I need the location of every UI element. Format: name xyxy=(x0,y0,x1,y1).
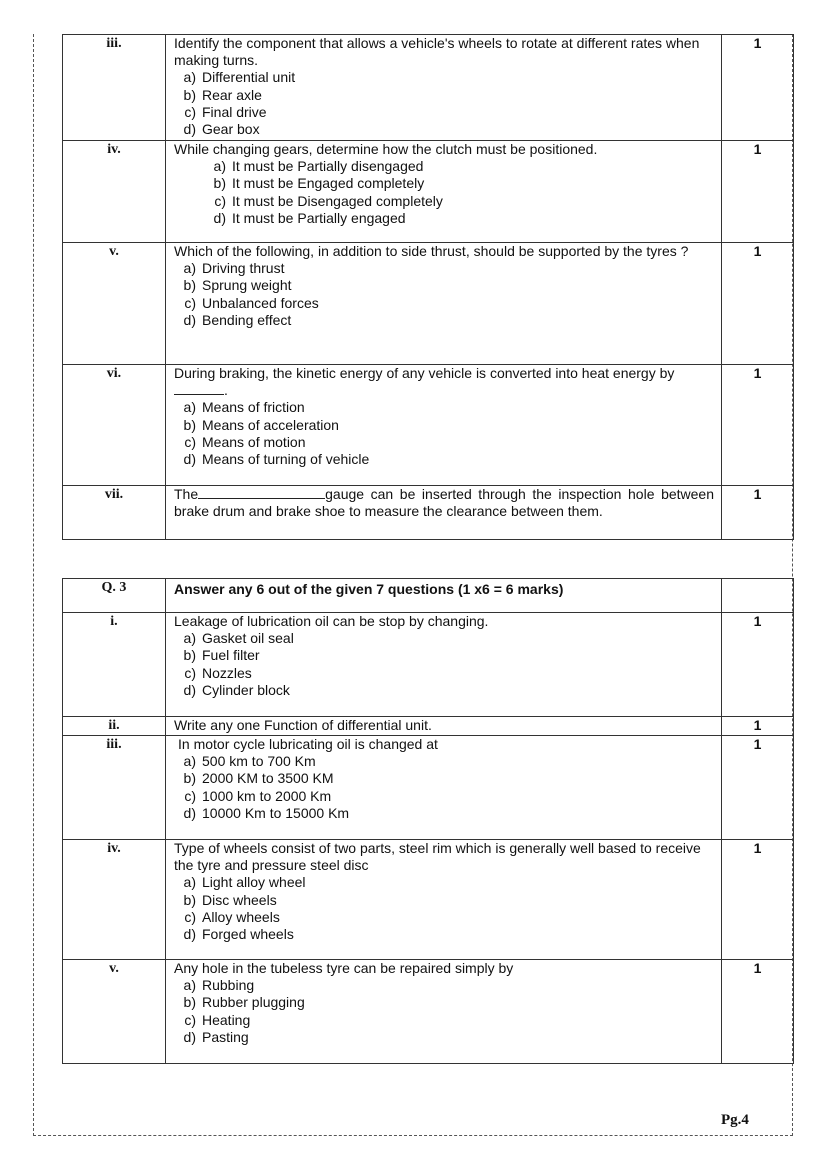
question-cell xyxy=(166,613,722,717)
option: b) Sprung weight xyxy=(183,277,292,294)
option: b) Means of acceleration xyxy=(183,416,339,433)
question-cell xyxy=(166,141,722,243)
option: b) Rubber plugging xyxy=(183,994,305,1011)
question-cell xyxy=(166,736,722,840)
question-number: vi. xyxy=(63,365,166,486)
question-cell: The gauge can be inserted through the inspection hole between brake drum and brake shoe to measure the clearance between them. xyxy=(166,486,722,540)
option: a) Rubbing xyxy=(183,977,255,994)
option: a) 500 km to 700 Km xyxy=(183,753,316,770)
table-row xyxy=(63,840,794,960)
marks-cell: 1 xyxy=(722,736,794,840)
option: d) Cylinder block xyxy=(183,681,290,698)
answer-blank xyxy=(174,382,224,395)
option: a) It must be Partially disengaged xyxy=(213,158,424,175)
question-cell xyxy=(166,365,722,486)
marks-cell: 1 xyxy=(722,960,794,1064)
option: b) 2000 KM to 3500 KM xyxy=(183,770,334,787)
table-row xyxy=(63,243,794,365)
marks-cell: 1 xyxy=(722,141,794,243)
questions-table-q3 xyxy=(62,578,794,1064)
options-list xyxy=(174,260,714,329)
table-row xyxy=(63,141,794,243)
question-number: Q. 3 xyxy=(63,579,166,613)
option: a) Gasket oil seal xyxy=(183,630,294,647)
question-text: While changing gears, determine how the clutch must be positioned. xyxy=(174,141,598,157)
marks-cell: 1 xyxy=(722,717,794,736)
table-row xyxy=(63,960,794,1064)
question-number: i. xyxy=(63,613,166,717)
question-cell xyxy=(166,960,722,1064)
option: d) Gear box xyxy=(183,121,260,138)
table-row xyxy=(63,486,794,540)
options-list xyxy=(174,753,714,822)
option: c) 1000 km to 2000 Km xyxy=(184,787,332,804)
option: c) It must be Disengaged completely xyxy=(214,192,443,209)
question-text: Any hole in the tubeless tyre can be repaired simply by xyxy=(174,960,514,976)
answer-blank xyxy=(198,486,325,499)
marks-cell: 1 xyxy=(722,243,794,365)
question-number: v. xyxy=(63,960,166,1064)
options-list xyxy=(174,630,714,699)
table-row xyxy=(63,35,794,141)
question-number: v. xyxy=(63,243,166,365)
question-text: Leakage of lubrication oil can be stop by changing. xyxy=(174,613,489,629)
question-text: Which of the following, in addition to side thrust, should be supported by the tyres ? xyxy=(174,243,689,259)
option: d) Forged wheels xyxy=(183,926,294,943)
table-row xyxy=(63,736,794,840)
question-number: ii. xyxy=(63,717,166,736)
option: c) Nozzles xyxy=(184,664,252,681)
option: a) Driving thrust xyxy=(183,260,285,277)
options-list xyxy=(174,158,714,227)
option: b) It must be Engaged completely xyxy=(213,175,425,192)
marks-cell: 1 xyxy=(722,840,794,960)
question-number: iv. xyxy=(63,840,166,960)
option: d) 10000 Km to 15000 Km xyxy=(183,804,350,821)
table-row xyxy=(63,365,794,486)
question-cell xyxy=(166,840,722,960)
option: b) Disc wheels xyxy=(183,891,277,908)
option: c) Means of motion xyxy=(184,433,306,450)
option: c) Unbalanced forces xyxy=(184,294,319,311)
question-text: In motor cycle lubricating oil is changed at xyxy=(178,736,438,752)
marks-cell: 1 xyxy=(722,35,794,141)
table-row xyxy=(63,579,794,613)
option: d) Means of turning of vehicle xyxy=(183,451,370,468)
option: a) Differential unit xyxy=(183,69,296,86)
marks-cell xyxy=(722,579,794,613)
question-number: iv. xyxy=(63,141,166,243)
question-text: Type of wheels consist of two parts, steel rim which is generally well based to receive the tyre and pressure steel disc xyxy=(174,840,701,874)
marks-cell: 1 xyxy=(722,365,794,486)
section-heading: Answer any 6 out of the given 7 questions (1 x6 = 6 marks) xyxy=(166,579,722,613)
option: b) Fuel filter xyxy=(183,647,260,664)
question-number: iii. xyxy=(63,736,166,840)
question-text: During braking, the kinetic energy of any vehicle is converted into heat energy by. xyxy=(174,365,675,399)
table-row xyxy=(63,613,794,717)
option: a) Light alloy wheel xyxy=(183,874,306,891)
question-cell xyxy=(166,35,722,141)
option: d) It must be Partially engaged xyxy=(213,209,406,226)
option: c) Alloy wheels xyxy=(184,908,280,925)
option: b) Rear axle xyxy=(183,86,262,103)
option: c) Final drive xyxy=(184,103,267,120)
question-cell xyxy=(166,243,722,365)
option: d) Bending effect xyxy=(183,311,292,328)
question-number: iii. xyxy=(63,35,166,141)
question-number: vii. xyxy=(63,486,166,540)
page-number: Pg.4 xyxy=(721,1112,749,1128)
question-cell: Write any one Function of differential unit. xyxy=(166,717,722,736)
option: a) Means of friction xyxy=(183,399,305,416)
option: c) Heating xyxy=(184,1011,251,1028)
options-list xyxy=(174,399,714,468)
option: d) Pasting xyxy=(183,1028,249,1045)
question-text: Identify the component that allows a vehicle's wheels to rotate at different rates when making turns. xyxy=(174,35,700,69)
questions-table-prev xyxy=(62,34,794,540)
marks-cell: 1 xyxy=(722,613,794,717)
options-list xyxy=(174,977,714,1046)
options-list xyxy=(174,874,714,943)
table-row xyxy=(63,717,794,736)
options-list xyxy=(174,69,714,138)
marks-cell: 1 xyxy=(722,486,794,540)
